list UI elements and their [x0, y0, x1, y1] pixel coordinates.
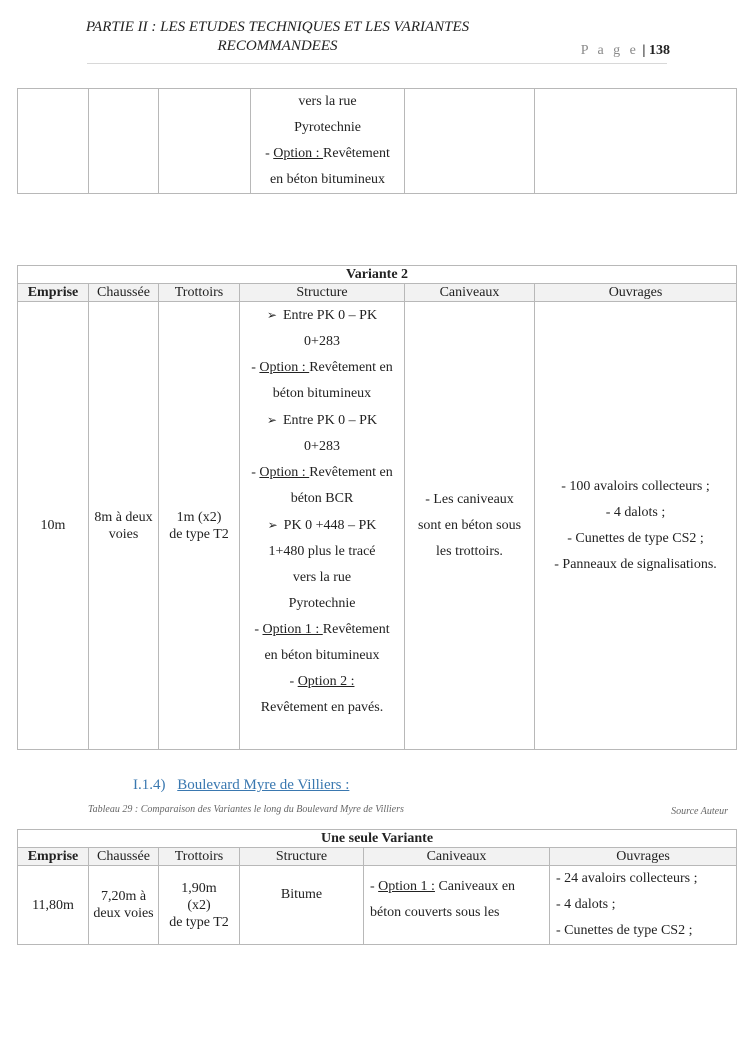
cell-emprise: 10m — [18, 302, 89, 750]
variante-title: Une seule Variante — [18, 830, 737, 848]
header-caniveaux: Caniveaux — [405, 284, 535, 302]
cell-caniveaux: - Les caniveaux sont en béton sous les trottoirs. — [405, 302, 535, 750]
header-divider — [87, 63, 667, 64]
header-ouvrages: Ouvrages — [535, 284, 737, 302]
header-caniveaux: Caniveaux — [364, 848, 550, 866]
option-label: Option : — [259, 360, 310, 375]
empty-cell — [405, 89, 535, 194]
continuation-table — [17, 88, 737, 194]
option-label: Option : — [259, 465, 310, 480]
cell-ouvrages: - 100 avaloirs collecteurs ; - 4 dalots ; - Cunettes de type CS2 ; - Panneaux de signalisations. — [535, 302, 737, 750]
structure-line: Pyrotechnie — [294, 120, 361, 135]
option-label: Option : — [273, 146, 324, 161]
empty-cell — [159, 89, 251, 194]
cell-chaussee: 7,20m à deux voies — [89, 866, 159, 945]
structure-line: en béton bitumineux — [269, 172, 386, 187]
option-line: - Option 2 : — [289, 674, 355, 689]
table-caption: Tableau 29 : Comparaison des Variantes le long du Boulevard Myre de Villiers — [88, 804, 404, 815]
structure-continuation-cell — [251, 89, 405, 194]
arrowhead-bullet-icon: ➢ — [266, 413, 277, 427]
header-structure: Structure — [240, 284, 405, 302]
structure-line: vers la rue — [298, 94, 357, 109]
option-label: Option 1 : — [262, 622, 323, 637]
header-title-line-1: PARTIE II : LES ETUDES TECHNIQUES ET LES VARIANTES — [85, 19, 470, 35]
header-structure: Structure — [240, 848, 364, 866]
empty-cell — [89, 89, 159, 194]
page-number-block — [560, 43, 670, 59]
empty-cell — [535, 89, 737, 194]
header-chaussee: Chaussée — [89, 848, 159, 866]
section-number: I.1.4) — [133, 777, 166, 793]
variante-title: Variante 2 — [18, 266, 737, 284]
bullet-item: ➢ Entre PK 0 – PK — [266, 308, 378, 323]
header-trottoirs: Trottoirs — [159, 848, 240, 866]
bullet-item: ➢ PK 0 +448 – PK — [267, 518, 377, 533]
cell-structure: Bitume — [240, 866, 364, 945]
option-line: - Option 1 : Caniveaux en — [370, 879, 516, 894]
cell-trottoirs: 1m (x2) de type T2 — [159, 302, 240, 750]
header-chaussee: Chaussée — [89, 284, 159, 302]
header-emprise: Emprise — [18, 848, 89, 866]
page-label: P a g e — [580, 43, 639, 58]
empty-cell — [18, 89, 89, 194]
header-trottoirs: Trottoirs — [159, 284, 240, 302]
cell-trottoirs: 1,90m (x2) de type T2 — [159, 866, 240, 945]
page-number: 138 — [649, 43, 670, 58]
seule-variante-table — [17, 829, 737, 945]
cell-emprise: 11,80m — [18, 866, 89, 945]
option-line: - Option 1 : Revêtement — [254, 622, 390, 637]
option-line: - Option : Revêtement en — [251, 465, 393, 480]
option-line: - Option : Revêtement en — [251, 360, 393, 375]
cell-chaussee: 8m à deux voies — [89, 302, 159, 750]
header-emprise: Emprise — [18, 284, 89, 302]
cell-caniveaux: - Option 1 : Caniveaux en béton couverts sous les — [364, 866, 550, 945]
arrowhead-bullet-icon: ➢ — [267, 518, 278, 532]
structure-option-line: - Option : Revêtement — [265, 146, 390, 161]
option-label: Option 1 : — [378, 879, 435, 894]
section-title[interactable]: Boulevard Myre de Villiers : — [177, 777, 350, 793]
variante-2-table — [17, 265, 737, 750]
header-ouvrages: Ouvrages — [550, 848, 737, 866]
cell-structure: ➢ Entre PK 0 – PK 0+283 - Option : Revêtement en béton bitumineux ➢ Entre PK 0 – PK 0+283 - Option : Revêtement en béton BCR ➢ PK 0 +448 – PK 1+480 plus le tracé vers la rue Pyrotechnie - Option 1 : Revêtement en béton bitumineux - Option 2 : Revêtement en pavés. — [240, 302, 405, 750]
header-title-line-2: RECOMMANDEES — [217, 38, 338, 54]
cell-ouvrages: - 24 avaloirs collecteurs ; - 4 dalots ; - Cunettes de type CS2 ; — [550, 866, 737, 945]
table-source: Source Auteur — [671, 806, 728, 817]
bullet-item: ➢ Entre PK 0 – PK — [266, 413, 378, 428]
section-heading — [133, 777, 349, 794]
running-header-title — [40, 18, 515, 56]
option-label: Option 2 : — [297, 674, 355, 689]
page-separator: | — [642, 43, 646, 58]
arrowhead-bullet-icon: ➢ — [266, 308, 277, 322]
